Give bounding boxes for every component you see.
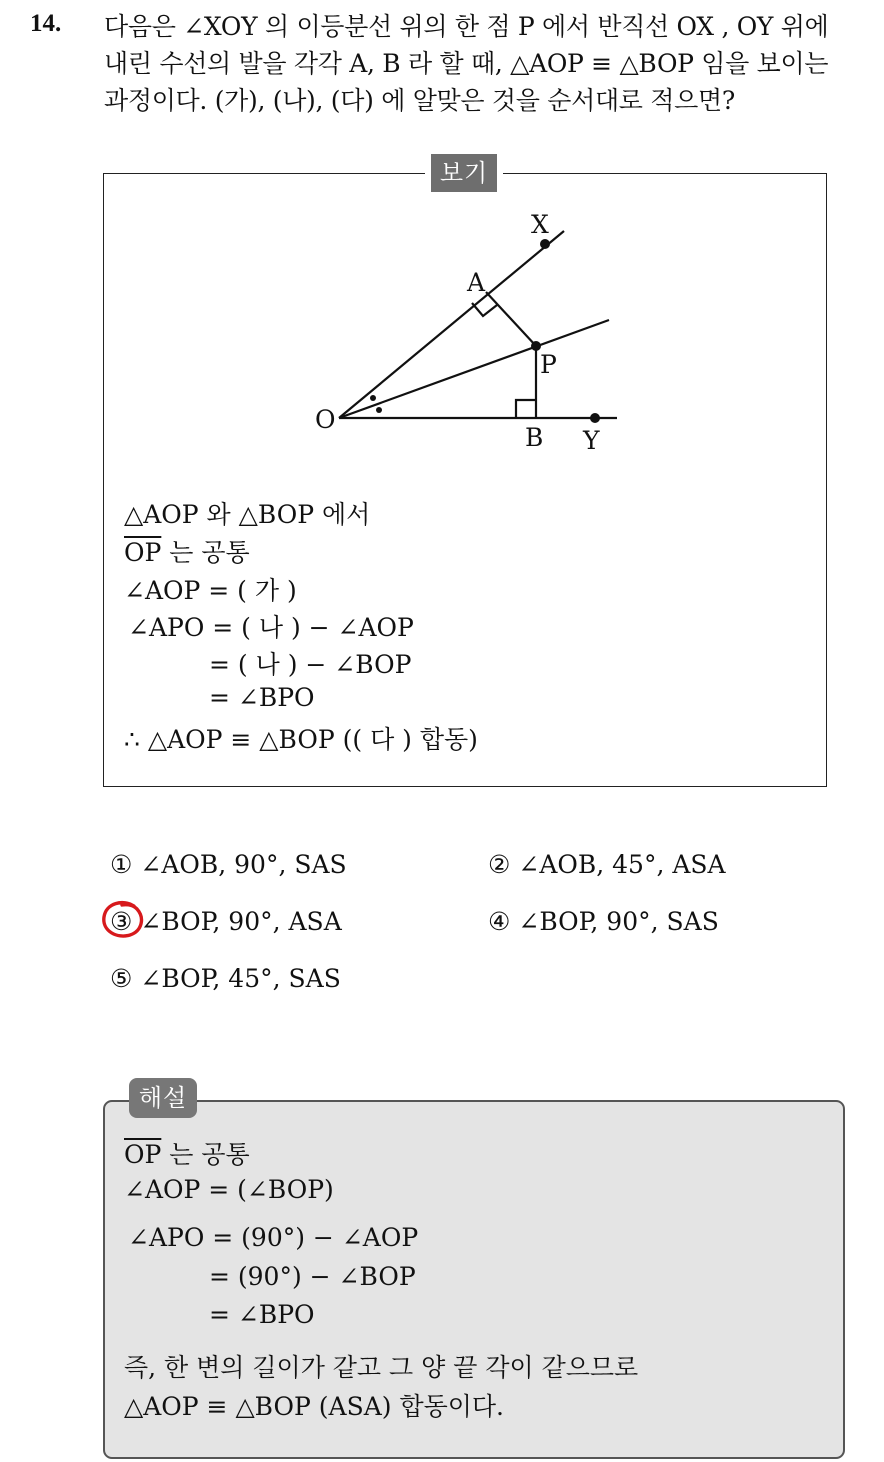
bisector-op — [339, 320, 609, 418]
solution-line: $\overline{OP}$ 는 공통 — [124, 1140, 250, 1169]
label-b: B — [525, 423, 544, 452]
segment-op: $\overline{OP}$ — [124, 1140, 162, 1169]
question-line: 과정이다. (가), (나), (다) 에 알맞은 것을 순서대로 적으면? — [104, 86, 735, 115]
segment-ap — [486, 292, 536, 346]
point-x — [540, 239, 550, 249]
question-line: 다음은 ∠XOY 의 이등분선 위의 한 점 P 에서 반직선 OX , OY 위에 — [104, 12, 829, 41]
point-y — [590, 413, 600, 423]
proof-line: = ∠BPO — [209, 683, 315, 712]
choice-4[interactable]: ④ ∠BOP, 90°, SAS — [488, 907, 719, 936]
label-p: P — [540, 350, 557, 379]
solution-line: = (90°) − ∠BOP — [209, 1262, 416, 1291]
proof-line: ∠APO = ( 나 ) − ∠AOP — [128, 613, 414, 642]
proof-line: ∴ △AOP ≡ △BOP (( 다 ) 합동) — [124, 725, 478, 754]
choice-5[interactable]: ⑤ ∠BOP, 45°, SAS — [110, 964, 341, 993]
label-y: Y — [583, 426, 600, 455]
ray-ox — [339, 231, 564, 418]
angle-dot — [370, 395, 376, 401]
question-line: 내린 수선의 발을 각각 A, B 라 할 때, △AOP ≡ △BOP 임을 보이는 — [104, 49, 829, 78]
solution-line: ∠AOP = (∠BOP) — [124, 1175, 334, 1204]
choice-2[interactable]: ② ∠AOB, 45°, ASA — [488, 850, 726, 879]
solution-label: 해설 — [129, 1078, 197, 1118]
proof-line: = ( 나 ) − ∠BOP — [209, 650, 412, 679]
proof-line: △AOP 와 △BOP 에서 — [124, 500, 371, 529]
solution-line: = ∠BPO — [209, 1300, 315, 1329]
label-o: O — [315, 405, 336, 434]
answer-circle-mark — [101, 900, 145, 940]
segment-op: $\overline{OP}$ — [124, 538, 162, 567]
angle-dot — [376, 407, 382, 413]
choice-1[interactable]: ① ∠AOB, 90°, SAS — [110, 850, 347, 879]
label-a: A — [467, 268, 486, 297]
question-number: 14. — [30, 10, 62, 37]
label-x: X — [531, 210, 549, 239]
right-angle-mark-b — [516, 400, 536, 418]
solution-line: ∠APO = (90°) − ∠AOP — [128, 1223, 419, 1252]
solution-line: △AOP ≡ △BOP (ASA) 합동이다. — [124, 1392, 504, 1421]
solution-line: 즉, 한 변의 길이가 같고 그 양 끝 각이 같으므로 — [124, 1353, 639, 1382]
proof-line: $\overline{OP}$ 는 공통 — [124, 538, 250, 567]
choice-3[interactable]: ③ ∠BOP, 90°, ASA — [110, 907, 342, 936]
proof-line: ∠AOP = ( 가 ) — [124, 576, 297, 605]
bogi-label: 보기 — [431, 154, 497, 192]
